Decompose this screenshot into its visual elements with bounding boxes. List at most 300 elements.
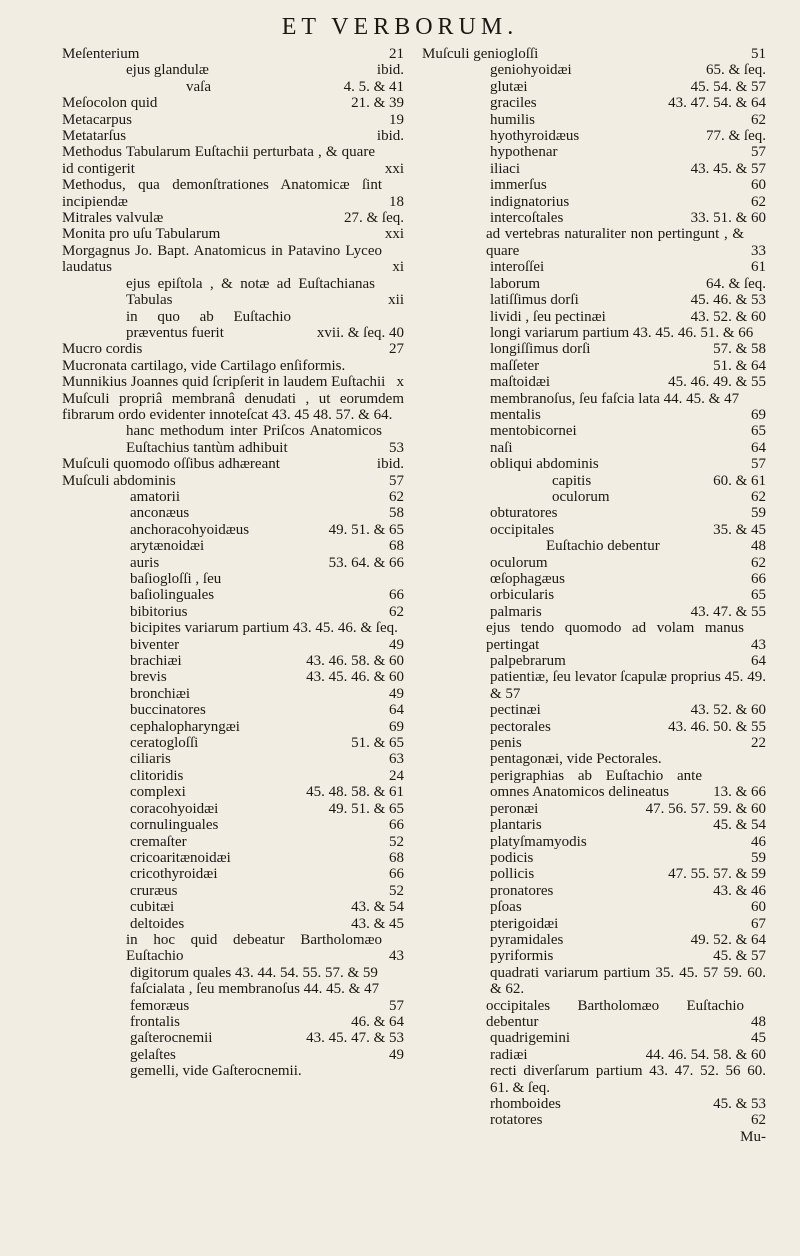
entry-page-ref: 19 — [389, 111, 404, 128]
entry-term: longiſſimus dorſi — [490, 341, 591, 358]
entry-page-ref: 60. & 61 — [713, 472, 766, 489]
entry-term: in quo ab Euſtachio præventus fuerit — [126, 308, 291, 341]
entry-page-ref: 69 — [751, 406, 766, 423]
entry-term: cricoaritænoidæi — [130, 849, 231, 866]
index-entry — [62, 1063, 404, 1079]
entry-page-ref: 64 — [751, 439, 766, 456]
entry-term: anchoracohyoidæus — [130, 521, 250, 538]
index-entry — [422, 751, 766, 767]
entry-page-ref: 46. & 64 — [351, 1013, 404, 1030]
index-entry — [422, 817, 766, 833]
entry-page-ref: 51. & 64 — [713, 357, 766, 374]
entry-page-ref: 65 — [751, 423, 766, 440]
entry-page-ref: 43. 46. 58. & 60 — [306, 653, 404, 670]
entry-page-ref: 67 — [751, 915, 766, 932]
entry-page-ref: 43. 52. & 60 — [690, 702, 766, 719]
entry-term: membranoſus, ſeu faſcia lata 44. 45. & 47 — [490, 390, 740, 407]
entry-term: rotatores — [490, 1112, 543, 1129]
entry-term: oculorum — [490, 554, 548, 571]
index-entry — [62, 702, 404, 718]
entry-term: Meſenterium — [62, 46, 140, 62]
entry-term: geniohyoidæi — [490, 62, 572, 79]
entry-term: iliaci — [490, 160, 520, 177]
entry-page-ref: 57 — [751, 144, 766, 161]
entry-page-ref: 60 — [751, 899, 766, 916]
index-entry — [422, 46, 766, 62]
entry-term: pectorales — [490, 718, 551, 735]
index-entry — [62, 423, 404, 456]
entry-term: Munnikius Joannes quid ſcripſerit in laudem Euſtachii — [62, 374, 386, 391]
entry-term: patientiæ, ſeu levator ſcapulæ proprius 45. 49. & 57 — [490, 669, 766, 702]
entry-page-ref: 43 — [751, 636, 766, 653]
entry-page-ref: 49 — [389, 1046, 404, 1063]
entry-page-ref: 43. 45. 47. & 53 — [306, 1030, 404, 1047]
index-entry — [62, 391, 404, 424]
index-entry — [422, 965, 766, 998]
index-entry — [422, 998, 766, 1031]
entry-page-ref: 49. 51. & 65 — [328, 800, 404, 817]
index-entry — [422, 1129, 766, 1145]
entry-page-ref: 45. & 57 — [713, 948, 766, 965]
entry-page-ref: 43. & 46 — [713, 882, 766, 899]
entry-term: occipitales — [490, 521, 555, 538]
entry-term: rhomboides — [490, 1096, 561, 1112]
entry-page-ref: xi — [392, 259, 404, 276]
index-entry — [62, 751, 404, 767]
entry-page-ref: 62 — [751, 111, 766, 128]
index-entry — [422, 391, 766, 407]
entry-term: pollicis — [490, 866, 535, 883]
index-entry — [62, 226, 404, 242]
index-entry — [62, 95, 404, 111]
entry-term: mentobicornei — [490, 423, 577, 440]
entry-page-ref: xii — [388, 292, 404, 309]
entry-page-ref: 47. 56. 57. 59. & 60 — [645, 800, 766, 817]
entry-page-ref: ibid. — [376, 128, 404, 145]
index-entry — [422, 1030, 766, 1046]
index-entry — [422, 276, 766, 292]
entry-term: baſiogloſſi , ſeu — [130, 571, 222, 587]
entry-page-ref: 52 — [389, 882, 404, 899]
index-entry — [422, 456, 766, 472]
entry-page-ref: 33 — [751, 242, 766, 259]
running-header: ET VERBORUM. — [281, 14, 519, 40]
index-entry — [62, 46, 404, 62]
entry-term: pronatores — [490, 882, 554, 899]
entry-term: bronchiæi — [130, 685, 190, 702]
entry-page-ref: 43. 47. 54. & 64 — [668, 95, 766, 112]
index-entry — [62, 981, 404, 997]
index-entry — [422, 587, 766, 603]
entry-page-ref: 57 — [389, 472, 404, 489]
entry-page-ref: 21. & 39 — [351, 95, 404, 112]
index-entry — [62, 128, 404, 144]
index-entry — [422, 473, 766, 489]
entry-page-ref: 63 — [389, 751, 404, 768]
entry-term: pyriformis — [490, 948, 554, 965]
entry-page-ref: 48 — [751, 538, 766, 555]
index-entry — [422, 932, 766, 948]
entry-term: immerſus — [490, 177, 547, 194]
index-entry — [62, 473, 404, 489]
index-entry — [62, 686, 404, 702]
entry-page-ref: 43. & 54 — [351, 899, 404, 916]
entry-page-ref: 57. & 58 — [713, 341, 766, 358]
index-entry — [62, 79, 404, 95]
entry-page-ref: 47. 55. 57. & 59 — [668, 866, 766, 883]
entry-page-ref: 43 — [389, 948, 404, 965]
entry-page-ref: xvii. & ſeq. 40 — [316, 324, 404, 341]
entry-term: brevis — [130, 669, 167, 686]
entry-page-ref: 49. 51. & 65 — [328, 521, 404, 538]
index-entry — [62, 555, 404, 571]
entry-term: œſophagæus — [490, 571, 565, 587]
entry-page-ref: 64 — [389, 702, 404, 719]
entry-term: hyothyroidæus — [490, 128, 580, 145]
entry-page-ref: 24 — [389, 767, 404, 784]
entry-page-ref: xxi — [384, 226, 404, 243]
entry-page-ref: 53. 64. & 66 — [328, 554, 404, 571]
index-entry — [62, 1047, 404, 1063]
entry-term: ceratogloſſi — [130, 735, 199, 752]
index-entry — [422, 768, 766, 801]
entry-term: digitorum quales 43. 44. 54. 55. 57. & 59 — [130, 964, 378, 981]
entry-term: cornulinguales — [130, 817, 219, 834]
index-entry — [422, 735, 766, 751]
entry-term: cruræus — [130, 882, 178, 899]
index-entry — [422, 112, 766, 128]
entry-term: baſiolinguales — [130, 587, 215, 604]
index-entry — [422, 1063, 766, 1096]
entry-page-ref: 43. 45. & 57 — [690, 160, 766, 177]
entry-page-ref: 59 — [751, 505, 766, 522]
index-entry — [62, 489, 404, 505]
entry-term: maſſeter — [490, 357, 540, 374]
entry-page-ref: 27 — [389, 341, 404, 358]
index-entry — [422, 948, 766, 964]
entry-page-ref: 45. & 53 — [713, 1096, 766, 1112]
entry-term: Muſculi geniogloſſi — [422, 46, 539, 62]
entry-term: hypothenar — [490, 144, 558, 161]
index-entry — [422, 669, 766, 702]
entry-page-ref: 64. & ſeq. — [706, 275, 766, 292]
entry-page-ref: 45. 48. 58. & 61 — [306, 784, 404, 801]
entry-term: obturatores — [490, 505, 558, 522]
entry-term: cubitæi — [130, 899, 175, 916]
entry-term: lividi , ſeu pectinæi — [490, 308, 606, 325]
index-entry — [422, 341, 766, 357]
index-entry — [62, 637, 404, 653]
index-entry — [422, 850, 766, 866]
entry-term: cephalopharyngæi — [130, 718, 240, 735]
entry-term: latiſſimus dorſi — [490, 292, 579, 309]
entry-term: indignatorius — [490, 193, 570, 210]
entry-term: Mitrales valvulæ — [62, 210, 164, 227]
index-entry — [422, 407, 766, 423]
entry-term: Mu- — [740, 1128, 766, 1145]
index-entry — [422, 194, 766, 210]
index-entry — [422, 144, 766, 160]
index-entry — [62, 374, 404, 390]
entry-term: maſtoidæi — [490, 374, 550, 391]
entry-term: laborum — [490, 275, 540, 292]
entry-page-ref: 18 — [389, 193, 404, 210]
index-entry — [62, 620, 404, 636]
index-entry — [62, 456, 404, 472]
entry-term: quadrigemini — [490, 1030, 570, 1047]
index-entry — [422, 571, 766, 587]
index-entry — [62, 604, 404, 620]
entry-page-ref: 13. & 66 — [713, 784, 766, 801]
entry-term: radiæi — [490, 1046, 528, 1063]
entry-term: brachiæi — [130, 653, 182, 670]
entry-term: coracohyoidæi — [130, 800, 219, 817]
entry-term: gelaſtes — [130, 1046, 176, 1063]
index-entry — [62, 309, 404, 342]
entry-term: mentalis — [490, 406, 541, 423]
index-entry — [422, 128, 766, 144]
entry-term: faſcialata , ſeu membranoſus 44. 45. & 47 — [130, 981, 380, 998]
entry-term: Monita pro uſu Tabularum — [62, 226, 221, 243]
entry-term: Mucro cordis — [62, 341, 143, 358]
index-entry — [62, 112, 404, 128]
entry-page-ref: 57 — [751, 456, 766, 473]
entry-page-ref: 62 — [751, 554, 766, 571]
index-entry — [422, 489, 766, 505]
entry-term: bibitorius — [130, 603, 188, 620]
entry-term: amatorii — [130, 488, 180, 505]
entry-term: ciliaris — [130, 751, 171, 768]
entry-page-ref: 65. & ſeq. — [706, 62, 766, 79]
entry-term: Methodus, qua demonſtrationes Anatomicæ ſint incipiendæ — [62, 177, 382, 210]
entry-page-ref: 51. & 65 — [351, 735, 404, 752]
index-entry — [422, 161, 766, 177]
entry-page-ref: 35. & 45 — [713, 521, 766, 538]
index-entry — [422, 325, 766, 341]
entry-page-ref: 49 — [389, 636, 404, 653]
entry-term: interoſſei — [490, 259, 545, 276]
index-entry — [62, 834, 404, 850]
entry-page-ref: 45. 46. 49. & 55 — [668, 374, 766, 391]
entry-page-ref: 77. & ſeq. — [706, 128, 766, 145]
entry-term: in hoc quid debeatur Bartholomæo Euſtachio — [126, 931, 382, 965]
index-entry — [422, 259, 766, 275]
entry-page-ref: xxi — [384, 160, 404, 177]
entry-page-ref: 69 — [389, 718, 404, 735]
entry-term: Muſculi quomodo oſſibus adhæreant — [62, 456, 280, 473]
entry-term: obliqui abdominis — [490, 456, 599, 473]
entry-term: deltoides — [130, 915, 185, 932]
entry-page-ref: 43. 46. 50. & 55 — [668, 718, 766, 735]
entry-page-ref: 68 — [389, 538, 404, 555]
entry-page-ref: 66 — [389, 817, 404, 834]
index-entry — [62, 62, 404, 78]
index-entry — [62, 801, 404, 817]
entry-page-ref: 62 — [751, 488, 766, 505]
entry-term: capitis — [552, 472, 592, 489]
entry-term: pyramidales — [490, 931, 564, 948]
index-entry — [62, 817, 404, 833]
index-entry — [62, 768, 404, 784]
index-entry — [62, 916, 404, 932]
entry-term: gemelli, vide Gaſterocnemii. — [130, 1063, 302, 1080]
index-entry — [62, 850, 404, 866]
entry-page-ref: 52 — [389, 833, 404, 850]
entry-page-ref: 53 — [389, 439, 404, 456]
entry-term: occipitales Bartholomæo Euſtachio debentur — [486, 997, 744, 1030]
entry-term: bicipites variarum partium 43. 45. 46. & ſeq. — [130, 620, 398, 637]
index-entry — [62, 883, 404, 899]
entry-term: biventer — [130, 636, 180, 653]
index-entry — [422, 309, 766, 325]
entry-term: pſoas — [490, 899, 522, 916]
entry-term: hanc methodum inter Priſcos Anatomicos Euſtachius tantùm adhibuit — [126, 423, 382, 456]
index-entry — [422, 95, 766, 111]
index-entry — [422, 522, 766, 538]
entry-page-ref: 58 — [389, 505, 404, 522]
entry-term: glutæi — [490, 78, 528, 95]
index-entry — [62, 505, 404, 521]
entry-term: Metacarpus — [62, 111, 132, 128]
index-entry — [422, 62, 766, 78]
index-entry — [422, 653, 766, 669]
entry-page-ref: 59 — [751, 849, 766, 866]
entry-page-ref: 48 — [751, 1013, 766, 1030]
index-entry — [422, 916, 766, 932]
index-entry — [62, 144, 404, 177]
entry-page-ref: 62 — [389, 488, 404, 505]
entry-page-ref: 65 — [751, 587, 766, 604]
entry-term: complexi — [130, 784, 186, 801]
entry-term: perigraphias ab Euſtachio ante omnes Anatomicos delineatus — [490, 767, 702, 801]
index-entry — [422, 440, 766, 456]
entry-term: recti diverſarum partium 43. 47. 52. 56 60. 61. & ſeq. — [490, 1063, 766, 1096]
entry-term: naſi — [490, 439, 513, 456]
entry-page-ref: 45. 54. & 57 — [690, 78, 766, 95]
entry-term: intercoſtales — [490, 210, 564, 227]
entry-term: peronæi — [490, 800, 539, 817]
index-entry — [62, 1014, 404, 1030]
entry-page-ref: 46 — [751, 833, 766, 850]
entry-term: cremaſter — [130, 833, 187, 850]
index-entry — [62, 358, 404, 374]
index-entry — [62, 669, 404, 685]
entry-page-ref: 45. 46. & 53 — [690, 292, 766, 309]
entry-term: Muſculi abdominis — [62, 472, 176, 489]
index-entry — [422, 801, 766, 817]
entry-term: humilis — [490, 111, 536, 128]
entry-page-ref: 33. 51. & 60 — [690, 210, 766, 227]
entry-term: palpebrarum — [490, 653, 566, 670]
index-entry — [62, 210, 404, 226]
index-entry — [422, 1096, 766, 1112]
entry-term: frontalis — [130, 1013, 180, 1030]
entry-page-ref: 64 — [751, 653, 766, 670]
entry-term: Muſculi propriâ membranâ denudati , ut eorumdem fibrarum ordo evidenter innoteſcat 43. 45 48. 57. & 64. — [62, 390, 404, 423]
entry-term: pectinæi — [490, 702, 541, 719]
entry-page-ref: 68 — [389, 849, 404, 866]
index-entry — [62, 243, 404, 276]
index-entry — [422, 374, 766, 390]
entry-page-ref: 62 — [389, 603, 404, 620]
entry-term: cricothyroidæi — [130, 866, 218, 883]
entry-page-ref: 44. 46. 54. 58. & 60 — [645, 1046, 766, 1063]
entry-page-ref: 22 — [751, 735, 766, 752]
entry-page-ref: 45. & 54 — [713, 817, 766, 834]
index-entry — [422, 538, 766, 554]
index-entry — [422, 505, 766, 521]
index-entry — [62, 571, 404, 587]
index-entry — [422, 702, 766, 718]
entry-page-ref: 43. 45. 46. & 60 — [306, 669, 404, 686]
entry-page-ref: ibid. — [376, 456, 404, 473]
entry-term: anconæus — [130, 505, 190, 522]
entry-term: auris — [130, 554, 160, 571]
index-entry — [422, 604, 766, 620]
index-entry — [62, 719, 404, 735]
index-entry — [62, 735, 404, 751]
entry-page-ref: 21 — [389, 46, 404, 62]
entry-term: Morgagnus Jo. Bapt. Anatomicus in Patavino Lyceo laudatus — [62, 242, 382, 276]
entry-term: quadrati variarum partium 35. 45. 57 59. 60. & 62. — [490, 964, 766, 998]
entry-page-ref: 60 — [751, 177, 766, 194]
entry-term: orbicularis — [490, 587, 555, 604]
index-entry — [62, 276, 404, 309]
entry-term: oculorum — [552, 488, 610, 505]
entry-term: pentagonæi, vide Pectorales. — [490, 751, 662, 768]
index-entry — [422, 177, 766, 193]
entry-page-ref: 27. & ſeq. — [344, 210, 404, 227]
entry-page-ref: 51 — [751, 46, 766, 62]
index-entry — [62, 965, 404, 981]
entry-term: ad vertebras naturaliter non pertingunt , & quare — [486, 226, 744, 259]
index-entry — [422, 79, 766, 95]
entry-page-ref: 49 — [389, 685, 404, 702]
entry-page-ref: 43. 47. & 55 — [690, 603, 766, 620]
entry-page-ref: 57 — [389, 997, 404, 1014]
index-entry — [62, 1030, 404, 1046]
index-entry — [422, 210, 766, 226]
left-column — [62, 46, 404, 1080]
index-entry — [62, 866, 404, 882]
index-entry — [62, 899, 404, 915]
index-entry — [62, 998, 404, 1014]
right-column — [422, 46, 766, 1145]
entry-term: Meſocolon quid — [62, 95, 158, 112]
entry-page-ref: 66 — [389, 866, 404, 883]
index-entry — [422, 226, 766, 259]
entry-page-ref: 4. 5. & 41 — [343, 78, 404, 95]
entry-term: podicis — [490, 849, 534, 866]
index-entry — [422, 423, 766, 439]
entry-term: platyſmamyodis — [490, 833, 587, 850]
index-entry — [422, 883, 766, 899]
entry-page-ref: ibid. — [376, 62, 404, 79]
entry-page-ref: 62 — [751, 193, 766, 210]
entry-term: ejus tendo quomodo ad volam manus pertingat — [486, 620, 744, 653]
entry-term: Euſtachio debentur — [546, 538, 660, 555]
entry-page-ref: 66 — [389, 587, 404, 604]
entry-term: graciles — [490, 95, 537, 112]
index-entry — [422, 899, 766, 915]
entry-term: palmaris — [490, 603, 542, 620]
entry-page-ref: 43. 52. & 60 — [690, 308, 766, 325]
index-entry — [422, 1112, 766, 1128]
entry-term: pterigoidæi — [490, 915, 559, 932]
entry-page-ref: 49. 52. & 64 — [690, 931, 766, 948]
entry-term: clitoridis — [130, 767, 184, 784]
index-entry — [422, 292, 766, 308]
